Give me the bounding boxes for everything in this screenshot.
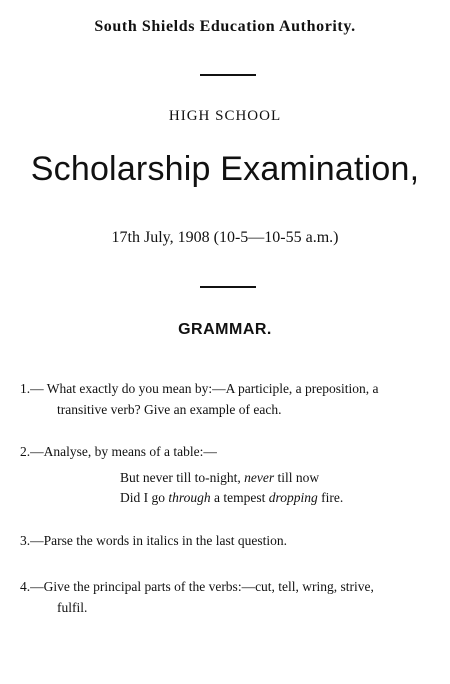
question-text: —Give the principal parts of the verbs:—cut, tell, wring, strive, [30,579,374,594]
quote-italic-word: dropping [268,490,318,505]
quote-text: Did I go [120,490,169,505]
question-1 [20,378,440,420]
question-number: 1. [20,381,31,396]
question-4 [20,576,440,618]
school-heading: HIGH SCHOOL [168,108,282,124]
quote-line-1 [120,468,420,488]
question-text: — What exactly do you mean by:—A participle, a preposition, a [30,381,379,396]
quote-text: till now [274,470,320,485]
quote-text: fire. [317,490,344,505]
question-number: 2. [20,444,31,459]
question-text: —Analyse, by means of a table:— [30,444,217,459]
quote-text: a tempest [210,490,269,505]
question-number: 3. [20,533,31,548]
divider-rule-bottom [200,286,256,288]
subject-heading: GRAMMAR. [178,321,272,338]
exam-date: 17th July, 1908 (10-5—10-55 a.m.) [111,229,339,246]
quote-italic-word: through [168,490,211,505]
quote-italic-word: never [244,470,275,485]
divider-rule-top [200,74,256,76]
quote-text: But never till to-night, [120,470,245,485]
question-2 [20,441,440,462]
authority-heading: South Shields Education Authority. [94,18,356,35]
question-text-continued: fulfil. [57,600,88,615]
exam-title: Scholarship Examination, [30,150,420,188]
question-3 [20,530,440,551]
question-text: —Parse the words in italics in the last question. [30,533,287,548]
question-number: 4. [20,579,31,594]
quote-line-2 [120,488,420,508]
question-text-continued: transitive verb? Give an example of each. [57,402,282,417]
